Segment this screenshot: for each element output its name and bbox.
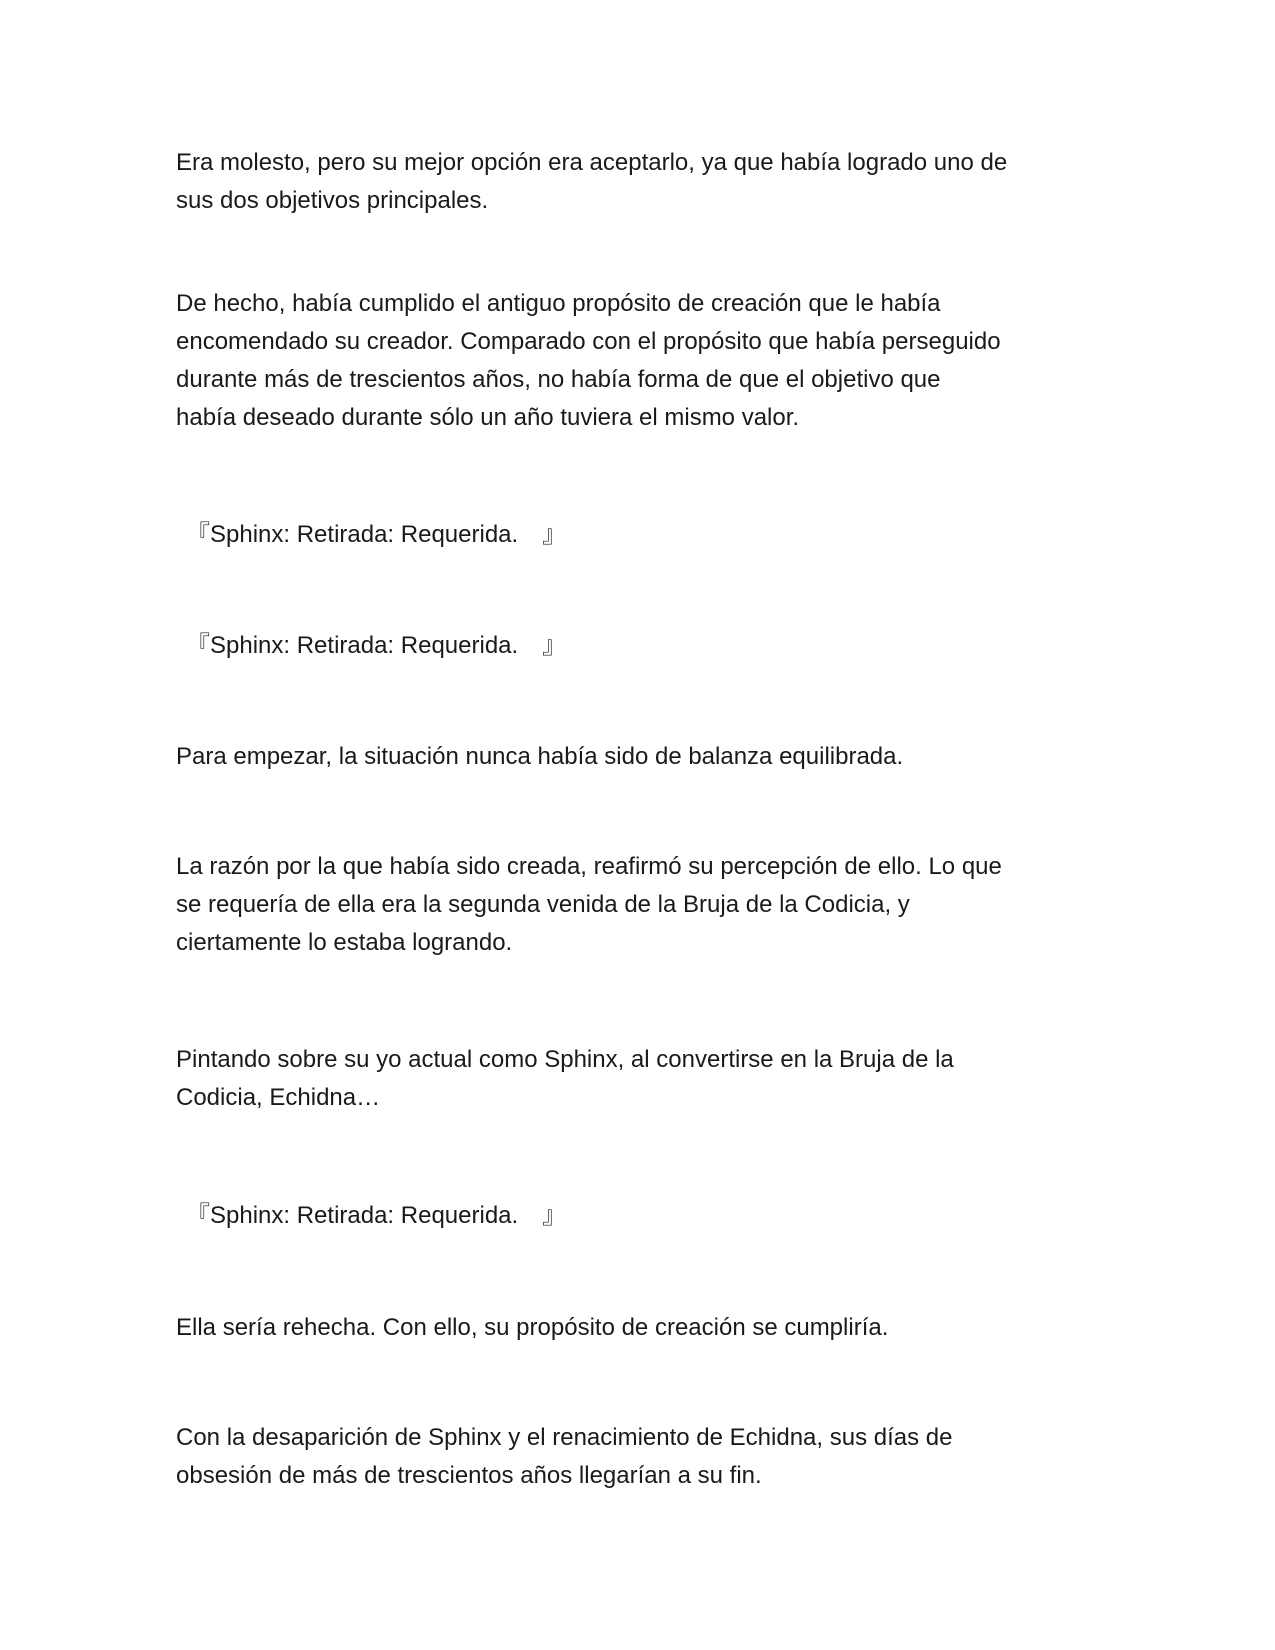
text-line: De hecho, había cumplido el antiguo propósito de creación que le había (176, 290, 941, 317)
text-line: se requería de ella era la segunda venida de la Bruja de la Codicia, y (176, 891, 910, 918)
text-line: Para empezar, la situación nunca había sido de balanza equilibrada. (176, 743, 904, 770)
text-line: La razón por la que había sido creada, reafirmó su percepción de ello. Lo que (176, 853, 1002, 880)
text-line: Ella sería rehecha. Con ello, su propósito de creación se cumpliría. (176, 1314, 889, 1341)
text-line: Pintando sobre su yo actual como Sphinx, al convertirse en la Bruja de la (176, 1046, 954, 1073)
text-line: Era molesto, pero su mejor opción era aceptarlo, ya que había logrado uno de (176, 149, 1008, 176)
paragraph-6 (176, 1309, 1106, 1347)
text-line: había deseado durante sólo un año tuviera el mismo valor. (176, 404, 800, 431)
system-message-2 (186, 627, 1116, 665)
paragraph-1 (176, 144, 1106, 220)
system-message-1 (186, 516, 1116, 554)
text-line: durante más de trescientos años, no había forma de que el objetivo que (176, 366, 941, 393)
paragraph-3 (176, 738, 1106, 776)
text-line: Codicia, Echidna… (176, 1084, 381, 1111)
text-line: 『Sphinx: Retirada: Requerida. 』 (186, 632, 567, 659)
text-line: sus dos objetivos principales. (176, 187, 489, 214)
paragraph-5 (176, 1041, 1106, 1117)
paragraph-7 (176, 1419, 1106, 1495)
paragraph-4 (176, 848, 1106, 962)
paragraph-2 (176, 285, 1106, 437)
text-line: 『Sphinx: Retirada: Requerida. 』 (186, 1202, 567, 1229)
system-message-3 (186, 1197, 1116, 1235)
text-line: obsesión de más de trescientos años llegarían a su fin. (176, 1462, 762, 1489)
text-line: encomendado su creador. Comparado con el propósito que había perseguido (176, 328, 1001, 355)
text-line: Con la desaparición de Sphinx y el renacimiento de Echidna, sus días de (176, 1424, 953, 1451)
text-line: ciertamente lo estaba logrando. (176, 929, 513, 956)
text-line: 『Sphinx: Retirada: Requerida. 』 (186, 521, 567, 548)
